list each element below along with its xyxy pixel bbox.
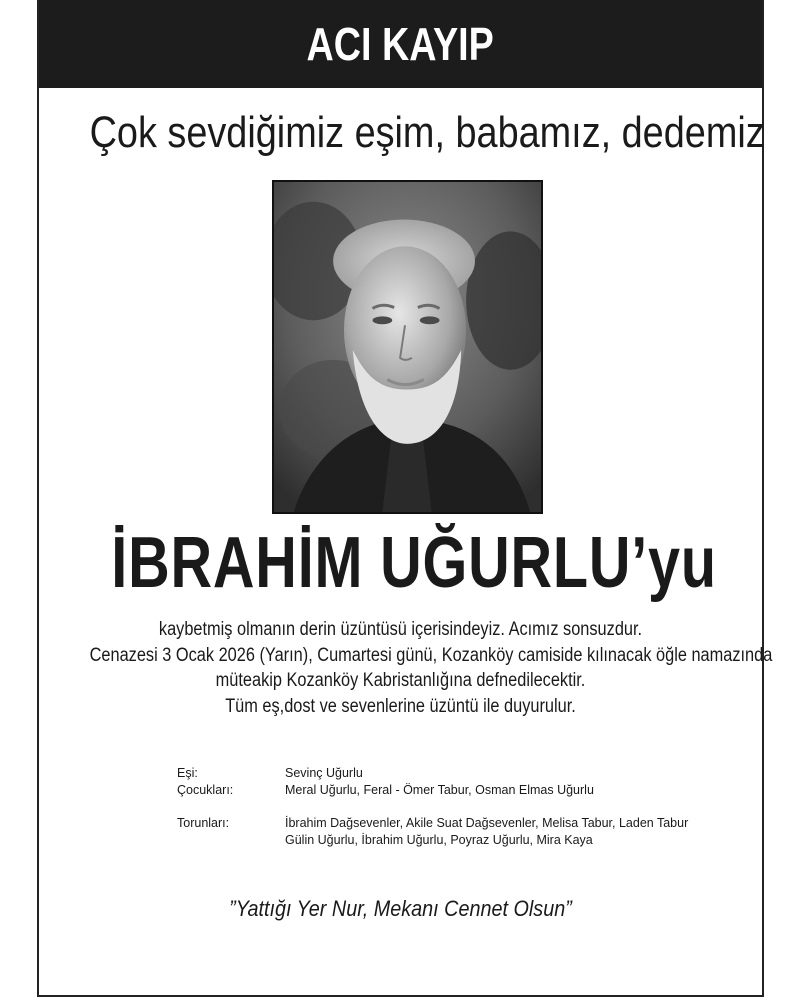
grandchildren-label: Torunları: <box>177 816 230 830</box>
announcement-text <box>39 617 773 719</box>
grandchildren-value-1: İbrahim Dağsevenler, Akile Suat Dağsevenler, Melisa Tabur, Laden Tabur <box>285 816 689 830</box>
header-bar <box>39 0 762 88</box>
closing-quote: ”Yattığı Yer Nur, Mekanı Cennet Olsun” <box>229 896 572 921</box>
deceased-name: İBRAHİM UĞURLU’yu <box>111 523 717 603</box>
family-row-grandchildren-cont <box>177 832 737 849</box>
header-title: ACI KAYIP <box>306 18 495 70</box>
spouse-label: Eşi: <box>177 766 198 780</box>
message-line: kaybetmiş olmanın derin üzüntüsü içerisindeyiz. Acımız sonsuzdur. <box>158 619 643 640</box>
notice-frame <box>37 0 773 997</box>
family-list <box>177 765 737 849</box>
grandchildren-value-2: Gülin Uğurlu, İbrahim Uğurlu, Poyraz Uğurlu, Mira Kaya <box>285 833 593 847</box>
children-label: Çocukları: <box>177 783 234 797</box>
spouse-value: Sevinç Uğurlu <box>285 766 363 780</box>
portrait-image <box>274 182 541 512</box>
family-row-spouse <box>177 765 737 782</box>
family-row-grandchildren <box>177 815 737 832</box>
subtitle: Çok sevdiğimiz eşim, babamız, dedemiz <box>89 108 765 157</box>
family-row-children <box>177 782 737 799</box>
portrait-photo <box>272 180 543 514</box>
children-value: Meral Uğurlu, Feral - Ömer Tabur, Osman Elmas Uğurlu <box>285 783 594 797</box>
message-line: müteakip Kozanköy Kabristanlığına defnedilecektir. <box>215 670 586 691</box>
message-line: Tüm eş,dost ve sevenlerine üzüntü ile duyurulur. <box>225 695 576 717</box>
message-line: Cenazesi 3 Ocak 2026 (Yarın), Cumartesi günü, Kozanköy camiside kılınacak öğle namazında <box>89 644 773 666</box>
